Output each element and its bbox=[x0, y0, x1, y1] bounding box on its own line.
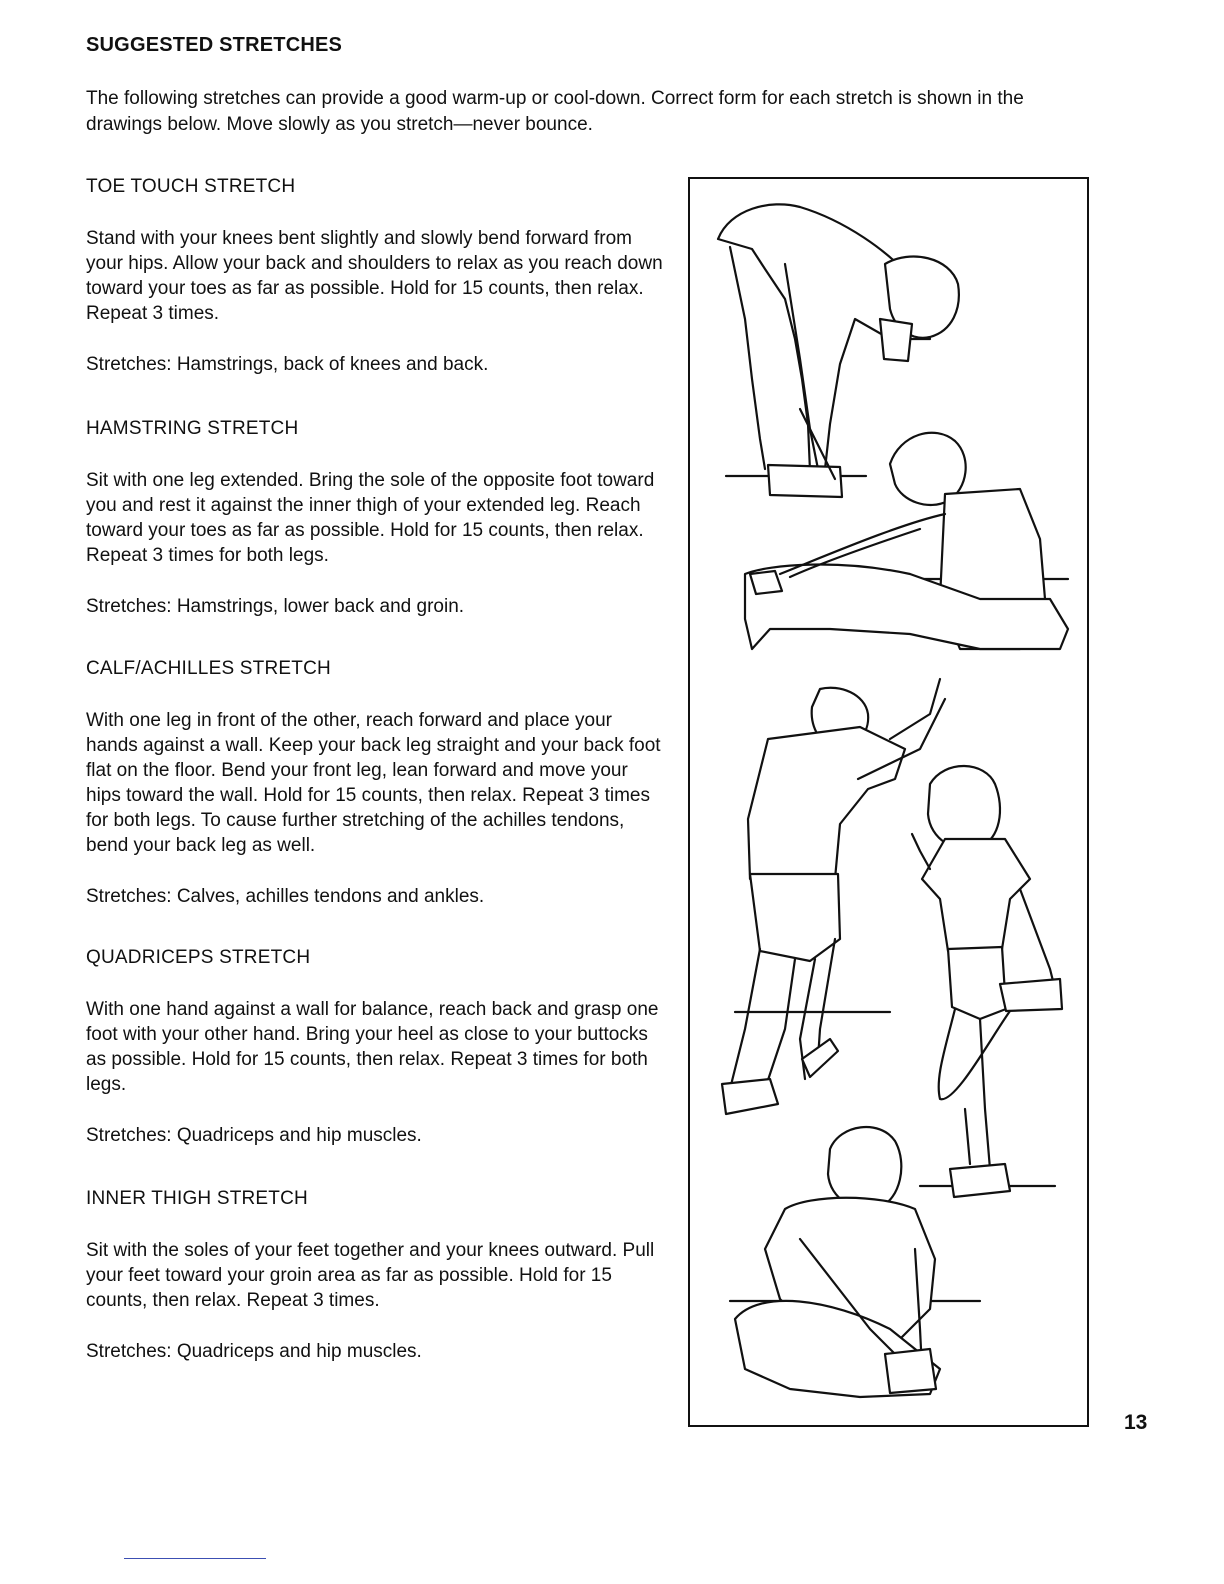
section-heading: HAMSTRING STRETCH bbox=[86, 418, 299, 439]
section-quadriceps bbox=[86, 945, 666, 1148]
section-stretches: Stretches: Hamstrings, lower back and groin. bbox=[86, 596, 465, 617]
intro-paragraph: The following stretches can provide a good warm-up or cool-down. Correct form for each stretch is shown in the drawings below. Move slowly as you stretch—never bounce. bbox=[86, 88, 1024, 135]
page-number: 13 bbox=[1124, 1411, 1148, 1434]
section-heading: INNER THIGH STRETCH bbox=[86, 1188, 308, 1209]
quadriceps-figure bbox=[912, 766, 1062, 1197]
section-inner-thigh bbox=[86, 1186, 666, 1364]
section-heading: QUADRICEPS STRETCH bbox=[86, 947, 311, 968]
page-title: SUGGESTED STRETCHES bbox=[86, 34, 343, 56]
inner-thigh-figure bbox=[730, 1127, 980, 1397]
section-stretches: Stretches: Calves, achilles tendons and ankles. bbox=[86, 886, 485, 907]
section-stretches: Stretches: Quadriceps and hip muscles. bbox=[86, 1341, 422, 1362]
section-hamstring bbox=[86, 416, 666, 619]
section-body: Sit with the soles of your feet together and your knees outward. Pull your feet toward your groin area as far as possible. Hold for 15 counts, then relax. Repeat 3 times. bbox=[86, 1240, 655, 1311]
section-stretches: Stretches: Quadriceps and hip muscles. bbox=[86, 1125, 422, 1146]
footer-rule bbox=[124, 1558, 266, 1559]
calf-achilles-figure bbox=[722, 679, 945, 1114]
section-stretches: Stretches: Hamstrings, back of knees and back. bbox=[86, 354, 489, 375]
section-calf-achilles bbox=[86, 656, 666, 909]
section-heading: CALF/ACHILLES STRETCH bbox=[86, 658, 331, 679]
section-toe-touch bbox=[86, 174, 666, 377]
section-heading: TOE TOUCH STRETCH bbox=[86, 176, 296, 197]
section-body: With one hand against a wall for balance, reach back and grasp one foot with your other hand. Bring your heel as close to your buttocks as possible. Hold for 15 counts, then relax. Repeat 3 times for both legs. bbox=[86, 999, 659, 1095]
section-body: With one leg in front of the other, reach forward and place your hands against a wall. Keep your back leg straight and your back foot flat on the floor. Bend your front leg, lean forward and move your hips toward the wall. Hold for 15 counts, then relax. Repeat 3 times for both legs. To cause further stretching of the achilles tendons, bend your back leg as well. bbox=[86, 710, 661, 856]
stretch-illustrations-panel bbox=[688, 177, 1089, 1427]
section-body: Sit with one leg extended. Bring the sole of the opposite foot toward you and rest it against the inner thigh of your extended leg. Reach toward your toes as far as possible. Hold for 15 counts, then relax. Repeat 3 times for both legs. bbox=[86, 470, 655, 566]
section-body: Stand with your knees bent slightly and slowly bend forward from your hips. Allow your back and shoulders to relax as you reach down toward your toes as far as possible. Hold for 15 counts, then relax. Repeat 3 times. bbox=[86, 228, 663, 324]
